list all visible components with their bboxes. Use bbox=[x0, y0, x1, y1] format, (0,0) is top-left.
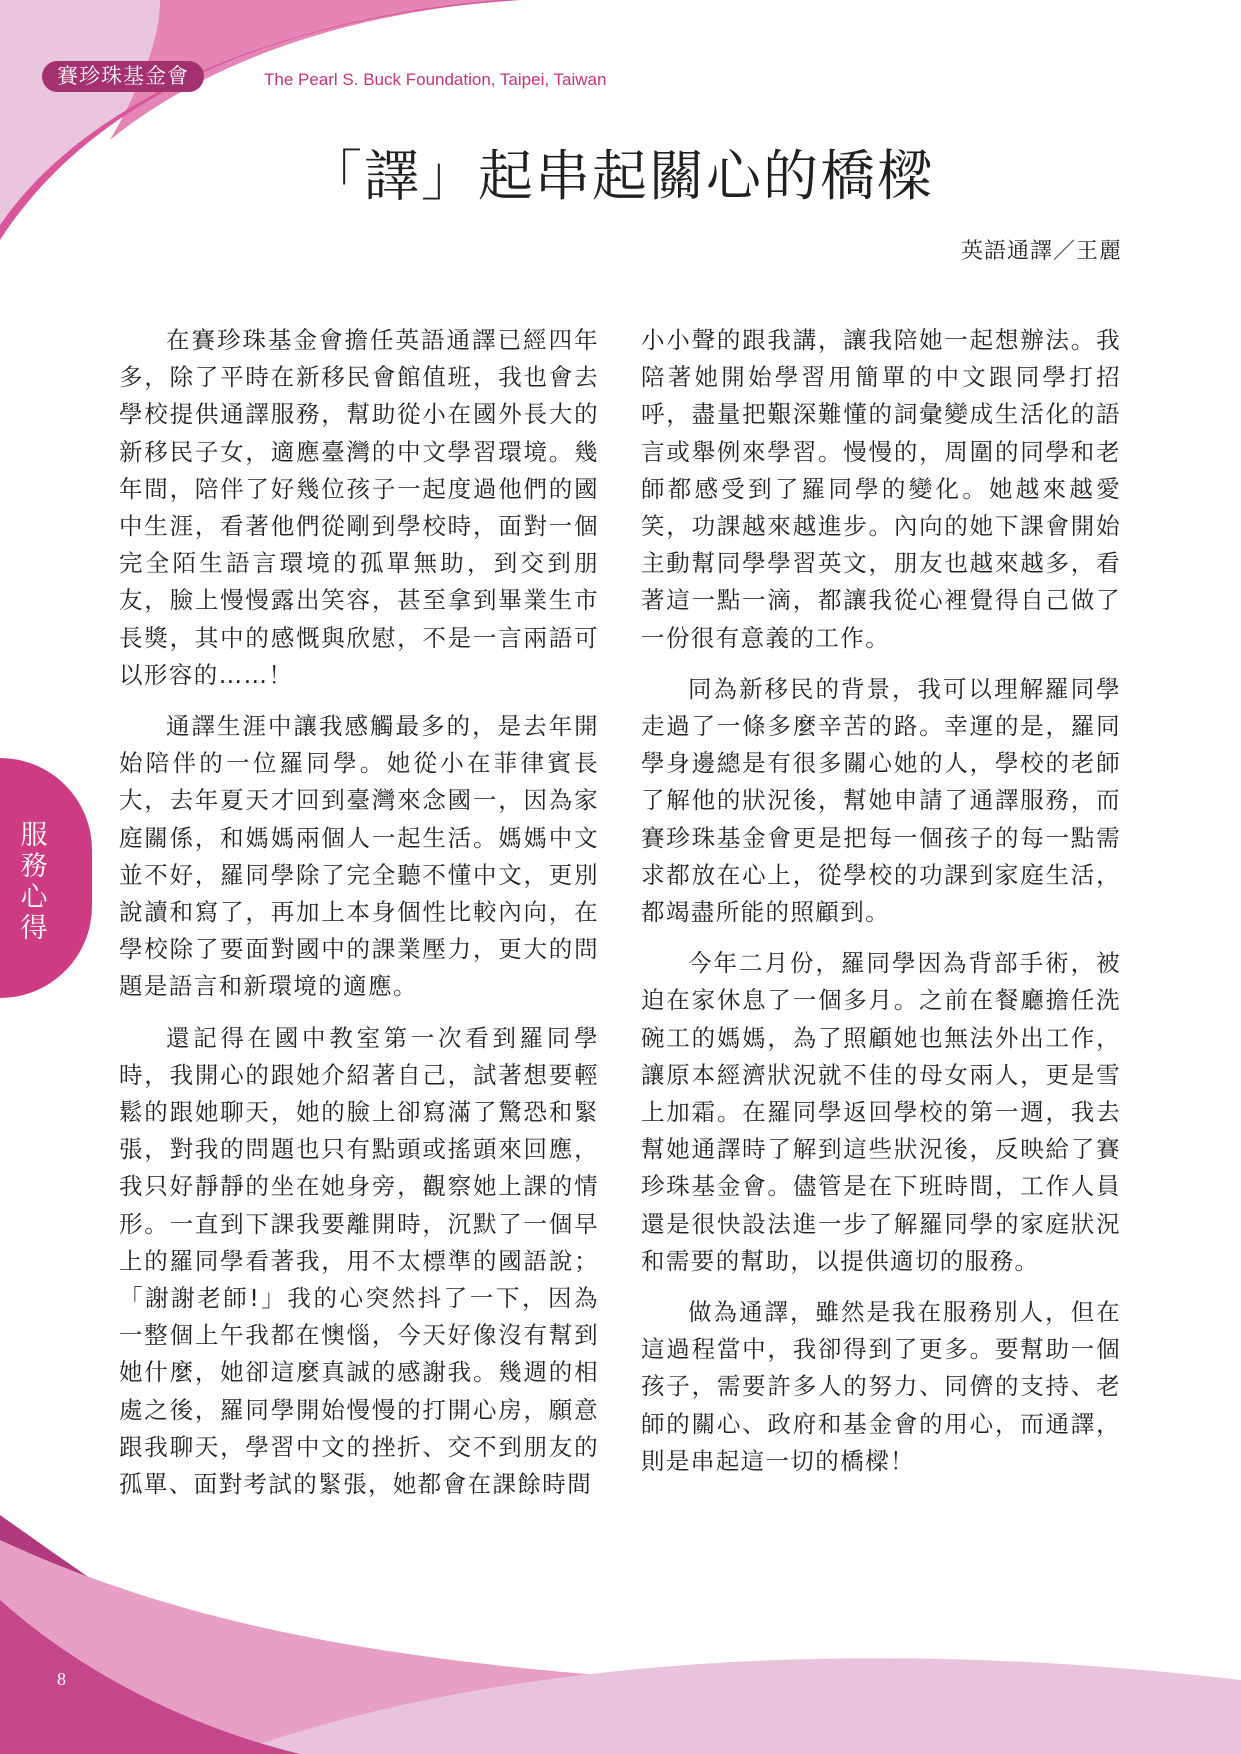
paragraph: 在賽珍珠基金會擔任英語通譯已經四年多，除了平時在新移民會館值班，我也會去學校提供通譯服務，幫助從小在國外長大的新移民子女，適應臺灣的中文學習環境。幾年間，陪伴了好幾位孩子一起度過他們的國中生涯，看著他們從剛到學校時，面對一個完全陌生語言環境的孤單無助，到交到朋友，臉上慢慢露出笑容，甚至拿到畢業生市長獎，其中的感慨與欣慰，不是一言兩語可以形容的……！ bbox=[119, 326, 599, 689]
foundation-tag: 賽珍珠基金會 bbox=[42, 61, 204, 92]
paragraph: 同為新移民的背景，我可以理解羅同學走過了一條多麼辛苦的路。幸運的是，羅同學身邊總是有很多關心她的人，學校的老師了解他的狀況後，幫她申請了通譯服務，而賽珍珠基金會更是把每一個孩子的每一點需求都放在心上，從學校的功課到家庭生活，都竭盡所能的照顧到。 bbox=[641, 674, 1121, 927]
section-side-tab-label: 服務心得 bbox=[20, 820, 48, 944]
article-title: 「譯」起串起關心的橋樑 bbox=[306, 144, 934, 208]
article-author: 英語通譯／王麗 bbox=[960, 239, 1122, 264]
paragraph: 做為通譯，雖然是我在服務別人，但在這過程當中，我卻得到了更多。要幫助一個孩子，需要許多人的努力、同儕的支持、老師的關心、政府和基金會的用心，而通譯，則是串起這一切的橋樑！ bbox=[641, 1298, 1121, 1475]
paragraph: 還記得在國中教室第一次看到羅同學時，我開心的跟她介紹著自己，試著想要輕鬆的跟她聊天，她的臉上卻寫滿了驚恐和緊張，對我的問題也只有點頭或搖頭來回應，我只好靜靜的坐在她身旁，觀察她上課的情形。一直到下課我要離開時，沉默了一個早上的羅同學看著我，用不太標準的國語說；「謝謝老師!」我的心突然抖了一下，因為一整個上午我都在懊惱，今天好像沒有幫到她什麼，她卻這麼真誠的感謝我。幾週的相處之後，羅同學開始慢慢的打開心房，願意跟我聊天，學習中文的挫折、交不到朋友的孤單、面對考試的緊張，她都會在課餘時間 bbox=[119, 1023, 599, 1499]
paragraph-continued: 小小聲的跟我講，讓我陪她一起想辦法。我陪著她開始學習用簡單的中文跟同學打招呼，盡量把艱深難懂的詞彙變成生活化的語言或舉例來學習。慢慢的，周圍的同學和老師都感受到了羅同學的變化。她越來越愛笑，功課越來越進步。內向的她下課會開始主動幫同學學習英文，朋友也越來越多，看著這一點一滴，都讓我從心裡覺得自己做了一份很有意義的工作。 bbox=[641, 326, 1121, 652]
article-column-left bbox=[119, 322, 599, 1517]
paragraph: 通譯生涯中讓我感觸最多的，是去年開始陪伴的一位羅同學。她從小在菲律賓長大，去年夏天才回到臺灣來念國一，因為家庭關係，和媽媽兩個人一起生活。媽媽中文並不好，羅同學除了完全聽不懂中文，更別說讀和寫了，再加上本身個性比較內向，在學校除了要面對國中的課業壓力，更大的問題是語言和新環境的適應。 bbox=[119, 712, 599, 1001]
page-number: 8 bbox=[57, 1669, 66, 1689]
foundation-name-en: The Pearl S. Buck Foundation, Taipei, Taiwan bbox=[264, 70, 607, 89]
article-column-right bbox=[641, 322, 1121, 1494]
paragraph: 今年二月份，羅同學因為背部手術，被迫在家休息了一個多月。之前在餐廳擔任洗碗工的媽媽，為了照顧她也無法外出工作，讓原本經濟狀況就不佳的母女兩人，更是雪上加霜。在羅同學返回學校的第一週，我去幫她通譯時了解到這些狀況後，反映給了賽珍珠基金會。儘管是在下班時間，工作人員還是很快設法進一步了解羅同學的家庭狀況和需要的幫助，以提供適切的服務。 bbox=[641, 949, 1121, 1275]
